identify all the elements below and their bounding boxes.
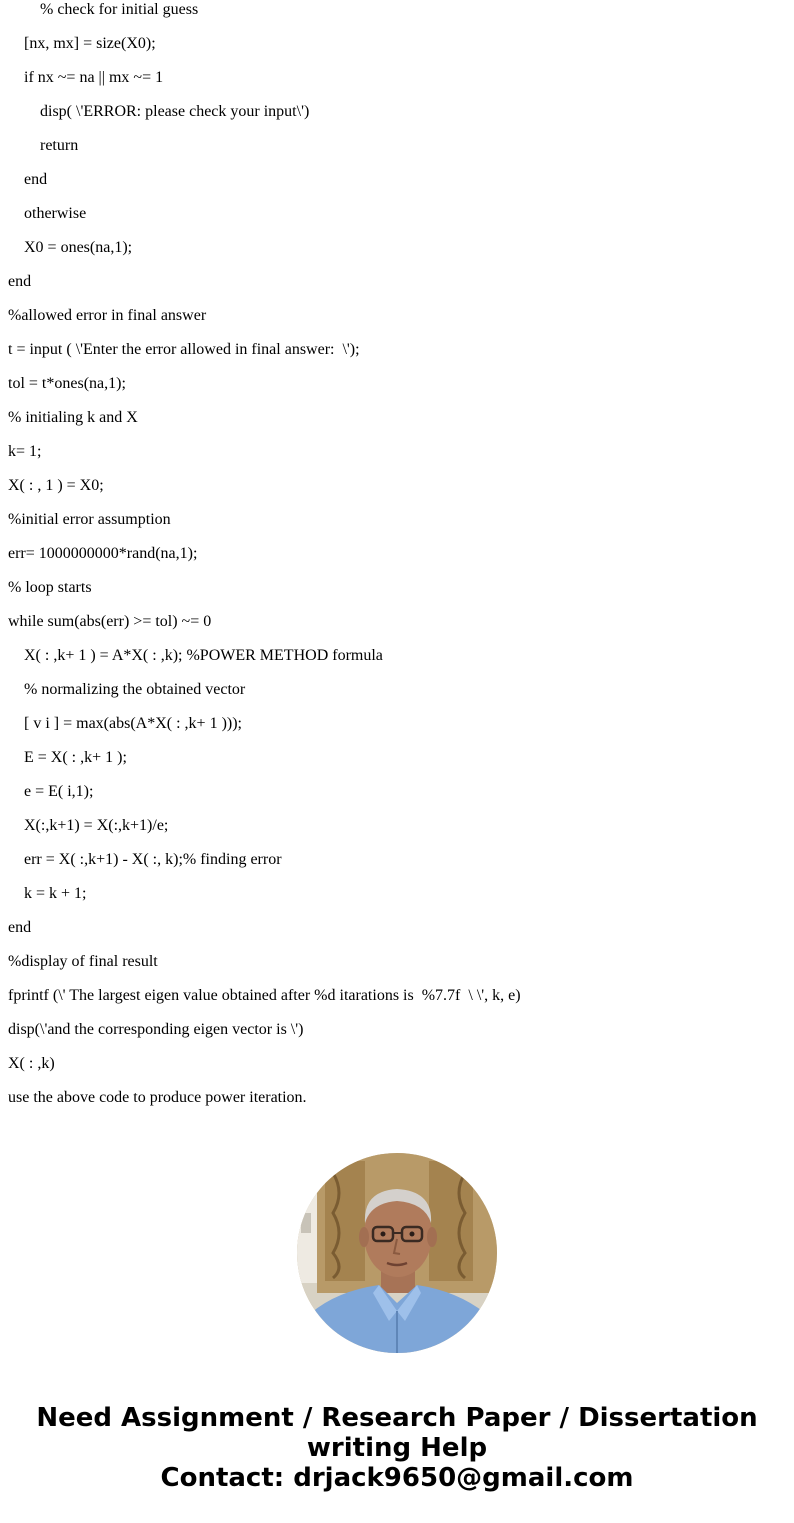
code-line: %initial error assumption <box>8 511 171 528</box>
code-line: k = k + 1; <box>24 885 87 902</box>
code-line: % loop starts <box>8 579 92 596</box>
avatar <box>297 1153 497 1353</box>
code-line: %display of final result <box>8 953 158 970</box>
code-line: end <box>8 919 32 936</box>
code-line: end <box>8 273 32 290</box>
code-line: X( : ,k+ 1 ) = A*X( : ,k); %POWER METHOD formula <box>24 647 383 664</box>
code-line: err= 1000000000*rand(na,1); <box>8 545 198 562</box>
promo-line-2: writing Help <box>306 1433 488 1463</box>
code-line: if nx ~= na || mx ~= 1 <box>24 69 164 86</box>
code-line: otherwise <box>24 205 87 222</box>
code-line: X( : ,k) <box>8 1055 55 1072</box>
instruction-text: use the above code to produce power iteration. <box>8 1089 307 1106</box>
code-line: E = X( : ,k+ 1 ); <box>24 749 127 766</box>
avatar-portrait-icon <box>297 1153 497 1353</box>
code-line: t = input ( \'Enter the error allowed in final answer: \'); <box>8 341 360 358</box>
code-line: tol = t*ones(na,1); <box>8 375 126 392</box>
code-line: e = E( i,1); <box>24 783 94 800</box>
code-line: return <box>40 137 79 154</box>
code-line: disp( \'ERROR: please check your input\') <box>40 103 310 120</box>
code-line: [ v i ] = max(abs(A*X( : ,k+ 1 ))); <box>24 715 242 732</box>
promo-contact: Contact: drjack9650@gmail.com <box>160 1463 634 1493</box>
promo-banner <box>0 1403 794 1493</box>
code-line: disp(\'and the corresponding eigen vector is \') <box>8 1021 304 1038</box>
code-line: k= 1; <box>8 443 42 460</box>
code-line: X( : , 1 ) = X0; <box>8 477 104 494</box>
code-line: err = X( :,k+1) - X( :, k);% finding error <box>24 851 282 868</box>
code-line: X0 = ones(na,1); <box>24 239 133 256</box>
code-line: end <box>24 171 48 188</box>
code-line: fprintf (\' The largest eigen value obtained after %d itarations is %7.7f \ \', k, e) <box>8 987 521 1004</box>
code-line: while sum(abs(err) >= tol) ~= 0 <box>8 613 212 630</box>
promo-line-1: Need Assignment / Research Paper / Dissertation <box>36 1403 758 1433</box>
code-line: [nx, mx] = size(X0); <box>24 35 156 52</box>
code-line: % check for initial guess <box>40 1 199 18</box>
code-line: %allowed error in final answer <box>8 307 207 324</box>
code-line: % normalizing the obtained vector <box>24 681 246 698</box>
code-line: % initialing k and X <box>8 409 138 426</box>
code-line: X(:,k+1) = X(:,k+1)/e; <box>24 817 169 834</box>
